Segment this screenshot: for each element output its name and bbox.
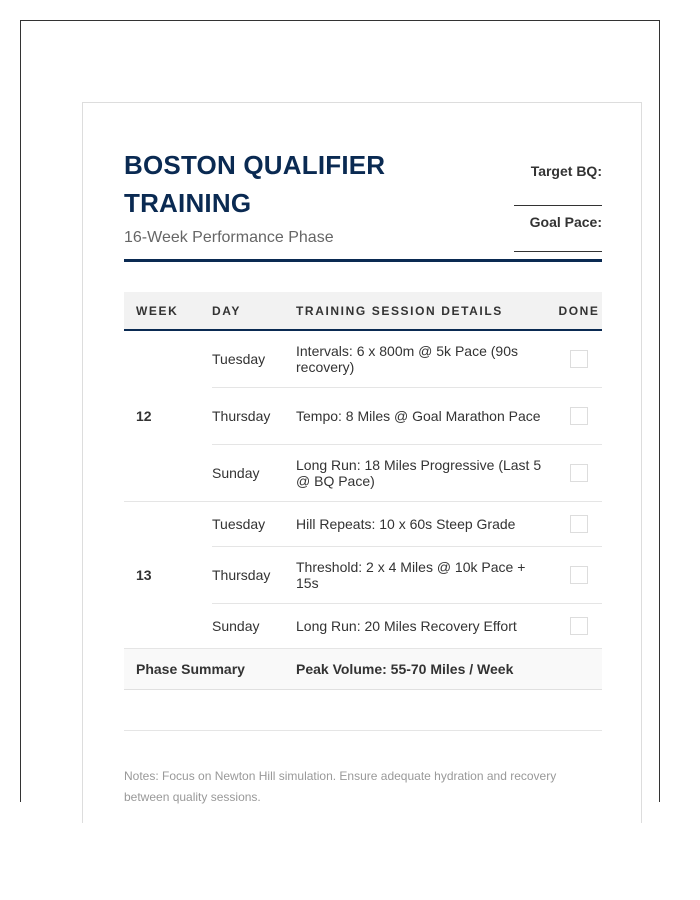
done-checkbox[interactable] xyxy=(570,407,588,425)
done-cell xyxy=(556,445,602,502)
table-row xyxy=(124,502,602,547)
done-cell xyxy=(556,604,602,649)
goal-pace-field[interactable] xyxy=(514,206,602,252)
session-day: Thursday xyxy=(212,547,296,604)
week-number: 12 xyxy=(124,330,212,502)
session-day: Tuesday xyxy=(212,330,296,388)
goal-pace-label: Goal Pace: xyxy=(529,214,602,230)
done-checkbox[interactable] xyxy=(570,617,588,635)
notes-text: Notes: Focus on Newton Hill simulation. Ensure adequate hydration and recovery between quality sessions. xyxy=(124,769,557,804)
session-day: Sunday xyxy=(212,445,296,502)
sheet-header xyxy=(124,143,602,262)
session-details: Intervals: 6 x 800m @ 5k Pace (90s recovery) xyxy=(296,330,556,388)
session-details: Long Run: 20 Miles Recovery Effort xyxy=(296,604,556,649)
notes-divider xyxy=(124,730,602,731)
session-day: Thursday xyxy=(212,388,296,445)
table-row xyxy=(124,330,602,388)
session-day: Sunday xyxy=(212,604,296,649)
done-checkbox[interactable] xyxy=(570,566,588,584)
column-header-details: TRAINING SESSION DETAILS xyxy=(296,292,556,330)
done-checkbox[interactable] xyxy=(570,350,588,368)
target-bq-label: Target BQ: xyxy=(530,163,602,179)
done-cell xyxy=(556,330,602,388)
phase-summary-label: Phase Summary xyxy=(124,649,296,690)
table-header-row xyxy=(124,292,602,330)
phase-summary-row xyxy=(124,649,602,690)
session-details: Long Run: 18 Miles Progressive (Last 5 @ BQ Pace) xyxy=(296,445,556,502)
session-details: Hill Repeats: 10 x 60s Steep Grade xyxy=(296,502,556,547)
session-day: Tuesday xyxy=(212,502,296,547)
done-cell xyxy=(556,388,602,445)
done-checkbox[interactable] xyxy=(570,515,588,533)
training-table xyxy=(124,292,602,690)
done-checkbox[interactable] xyxy=(570,464,588,482)
done-cell xyxy=(556,547,602,604)
session-details: Tempo: 8 Miles @ Goal Marathon Pace xyxy=(296,388,556,445)
column-header-day: DAY xyxy=(212,292,296,330)
page-frame xyxy=(20,20,660,802)
week-number: 13 xyxy=(124,502,212,649)
page-title: BOSTON QUALIFIER TRAINING xyxy=(124,150,386,218)
sheet-content xyxy=(124,143,602,808)
meta-fields xyxy=(514,160,602,252)
done-cell xyxy=(556,502,602,547)
phase-summary-value: Peak Volume: 55-70 Miles / Week xyxy=(296,649,602,690)
page-subtitle: 16-Week Performance Phase xyxy=(124,229,334,246)
column-header-done: DONE xyxy=(556,292,602,330)
training-sheet xyxy=(82,102,642,823)
column-header-week: WEEK xyxy=(124,292,212,330)
session-details: Threshold: 2 x 4 Miles @ 10k Pace + 15s xyxy=(296,547,556,604)
target-bq-field[interactable] xyxy=(514,160,602,206)
